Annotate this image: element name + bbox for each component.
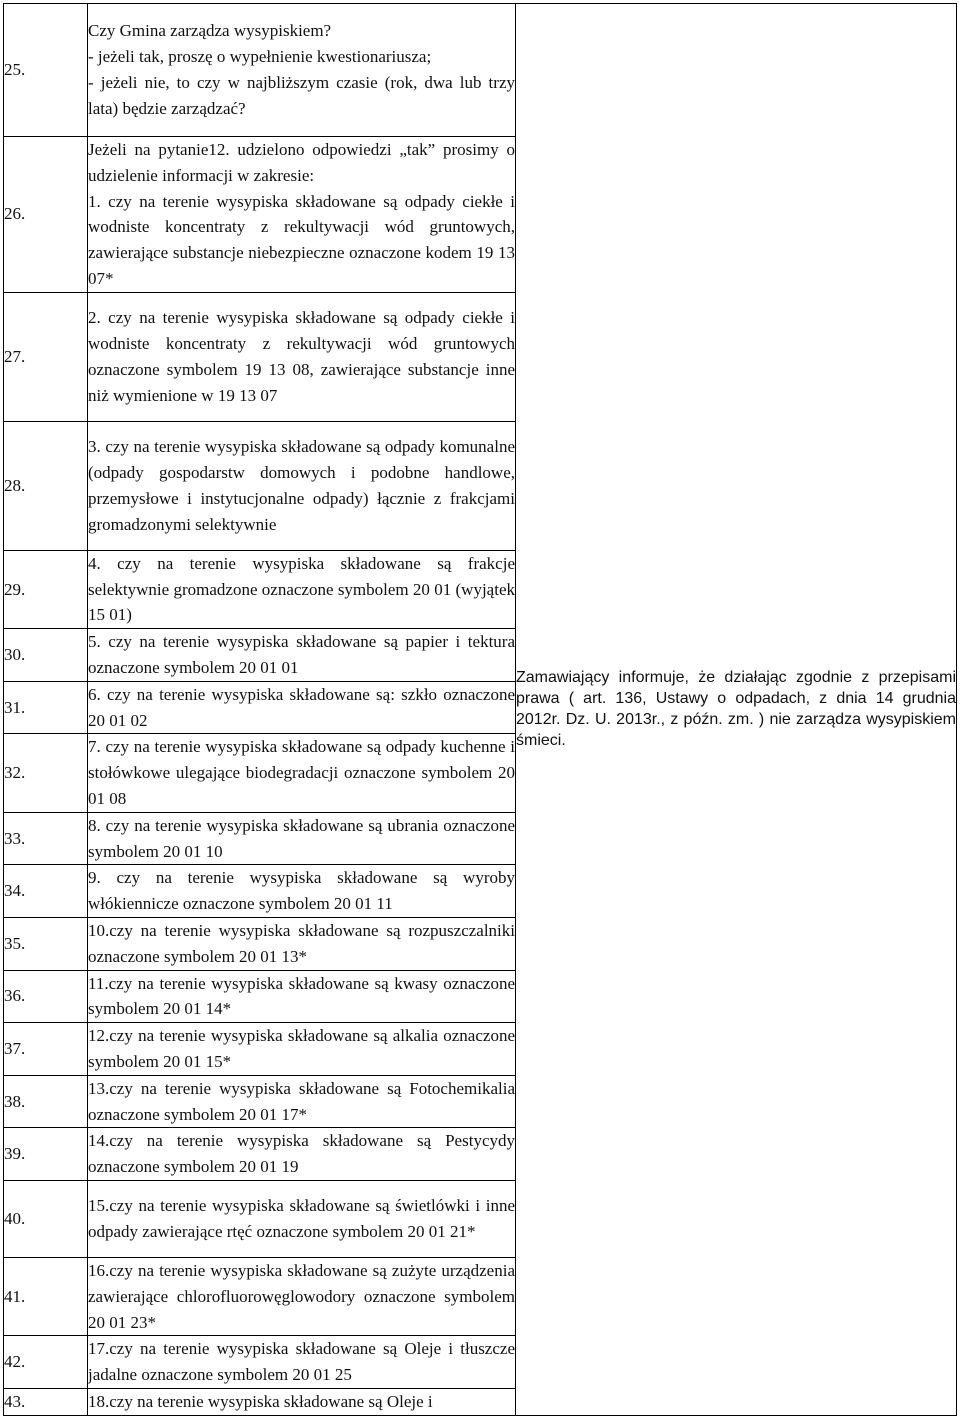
question-number: 43.	[4, 1388, 88, 1415]
question-number: 33.	[4, 812, 88, 865]
question-number: 36.	[4, 970, 88, 1023]
question-text	[88, 421, 516, 550]
question-number: 25.	[4, 4, 88, 137]
question-text	[88, 1180, 516, 1257]
answer-text: Zamawiający informuje, że działając zgodnie z przepisami prawa ( art. 136, Ustawy o odpadach, z dnia 14 grudnia 2012r. Dz. U. 2013r., z późn. zm. ) nie zarządza wysypiskiem śmieci.	[516, 669, 956, 750]
question-text-content: 9. czy na terenie wysypiska składowane są wyroby włókiennicze oznaczone symbolem 20 01 11	[88, 868, 515, 914]
question-number: 38.	[4, 1075, 88, 1128]
question-text-content: 5. czy na terenie wysypiska składowane są papier i tektura oznaczone symbolem 20 01 01	[88, 632, 515, 677]
question-text	[88, 629, 516, 682]
question-text	[88, 812, 516, 865]
question-number: 37.	[4, 1023, 88, 1076]
question-text	[88, 1388, 516, 1415]
question-text	[88, 1257, 516, 1335]
question-number: 34.	[4, 865, 88, 918]
question-text-content: 11.czy na terenie wysypiska składowane są kwasy oznaczone symbolem 20 01 14*	[88, 973, 515, 1019]
question-text-content: 12.czy na terenie wysypiska składowane są alkalia oznaczone symbolem 20 01 15*	[88, 1026, 515, 1071]
question-text	[88, 1128, 516, 1181]
question-number: 27.	[4, 292, 88, 421]
question-text-content: 18.czy na terenie wysypiska składowane są Oleje i	[88, 1391, 433, 1411]
question-text	[88, 292, 516, 421]
question-text	[88, 865, 516, 918]
question-text	[88, 681, 516, 734]
question-number: 26.	[4, 137, 88, 293]
question-text-content: 17.czy na terenie wysypiska składowane są Oleje i tłuszcze jadalne oznaczone symbolem 20 01 25	[88, 1339, 515, 1385]
question-number: 32.	[4, 734, 88, 812]
question-text	[88, 1023, 516, 1076]
question-text-content: 2. czy na terenie wysypiska składowane są odpady ciekłe i wodniste koncentraty z rekultywacji wód gruntowych oznaczone symbolem 19 13 08, zawierające substancje inne niż wymienione w 19 13 07	[88, 308, 515, 405]
question-text	[88, 137, 516, 293]
question-text	[88, 734, 516, 812]
question-number: 28.	[4, 421, 88, 550]
question-text	[88, 1075, 516, 1128]
question-text	[88, 970, 516, 1023]
questionnaire-body	[4, 4, 957, 1416]
question-text-content: 15.czy na terenie wysypiska składowane są świetlówki i inne odpady zawierające rtęć oznaczone symbolem 20 01 21*	[88, 1196, 515, 1241]
question-text-content: Jeżeli na pytanie12. udzielono odpowiedzi „tak” prosimy o udzielenie informacji w zakresie: 1. czy na terenie wysypiska składowane są odpady ciekłe i wodniste koncentraty z rekultywacji wód gruntowych, zawierające substancje niebezpieczne oznaczone kodem 19 13 07*	[88, 140, 515, 288]
question-text-content: 10.czy na terenie wysypiska składowane są rozpuszczalniki oznaczone symbolem 20 01 13*	[88, 920, 515, 966]
question-number: 42.	[4, 1336, 88, 1389]
question-number: 31.	[4, 681, 88, 734]
question-text	[88, 4, 516, 137]
question-text-content: 13.czy na terenie wysypiska składowane są Fotochemikalia oznaczone symbolem 20 01 17*	[88, 1078, 515, 1124]
question-text	[88, 917, 516, 970]
question-text-content: Czy Gmina zarządza wysypiskiem? - jeżeli tak, proszę o wypełnienie kwestionariusza; - jeżeli nie, to czy w najbliższym czasie (rok, dwa lub trzy lata) będzie zarządzać?	[88, 21, 515, 118]
question-text-content: 8. czy na terenie wysypiska składowane są ubrania oznaczone symbolem 20 01 10	[88, 815, 515, 861]
question-number: 30.	[4, 629, 88, 682]
question-text-content: 14.czy na terenie wysypiska składowane są Pestycydy oznaczone symbolem 20 01 19	[88, 1131, 515, 1177]
question-number: 39.	[4, 1128, 88, 1181]
answer-cell	[516, 4, 957, 1416]
questionnaire-table	[3, 3, 957, 1416]
question-text-content: 4. czy na terenie wysypiska składowane są frakcje selektywnie gromadzone oznaczone symbolem 20 01 (wyjątek 15 01)	[88, 553, 515, 625]
question-text-content: 7. czy na terenie wysypiska składowane są odpady kuchenne i stołówkowe ulegające biodegradacji oznaczone symbolem 20 01 08	[88, 737, 515, 808]
table-row	[4, 4, 957, 137]
question-text-content: 6. czy na terenie wysypiska składowane są: szkło oznaczone 20 01 02	[88, 684, 515, 730]
question-text	[88, 1336, 516, 1389]
question-text-content: 3. czy na terenie wysypiska składowane są odpady komunalne (odpady gospodarstw domowych i podobne handlowe, przemysłowe i instytucjonalne odpady) łącznie z frakcjami gromadzonymi selektywnie	[88, 437, 515, 534]
question-number: 40.	[4, 1180, 88, 1257]
question-text-content: 16.czy na terenie wysypiska składowane są zużyte urządzenia zawierające chlorofluorowęglowodory oznaczone symbolem 20 01 23*	[88, 1260, 515, 1332]
question-number: 35.	[4, 917, 88, 970]
question-text	[88, 550, 516, 628]
question-number: 41.	[4, 1257, 88, 1335]
question-number: 29.	[4, 550, 88, 628]
